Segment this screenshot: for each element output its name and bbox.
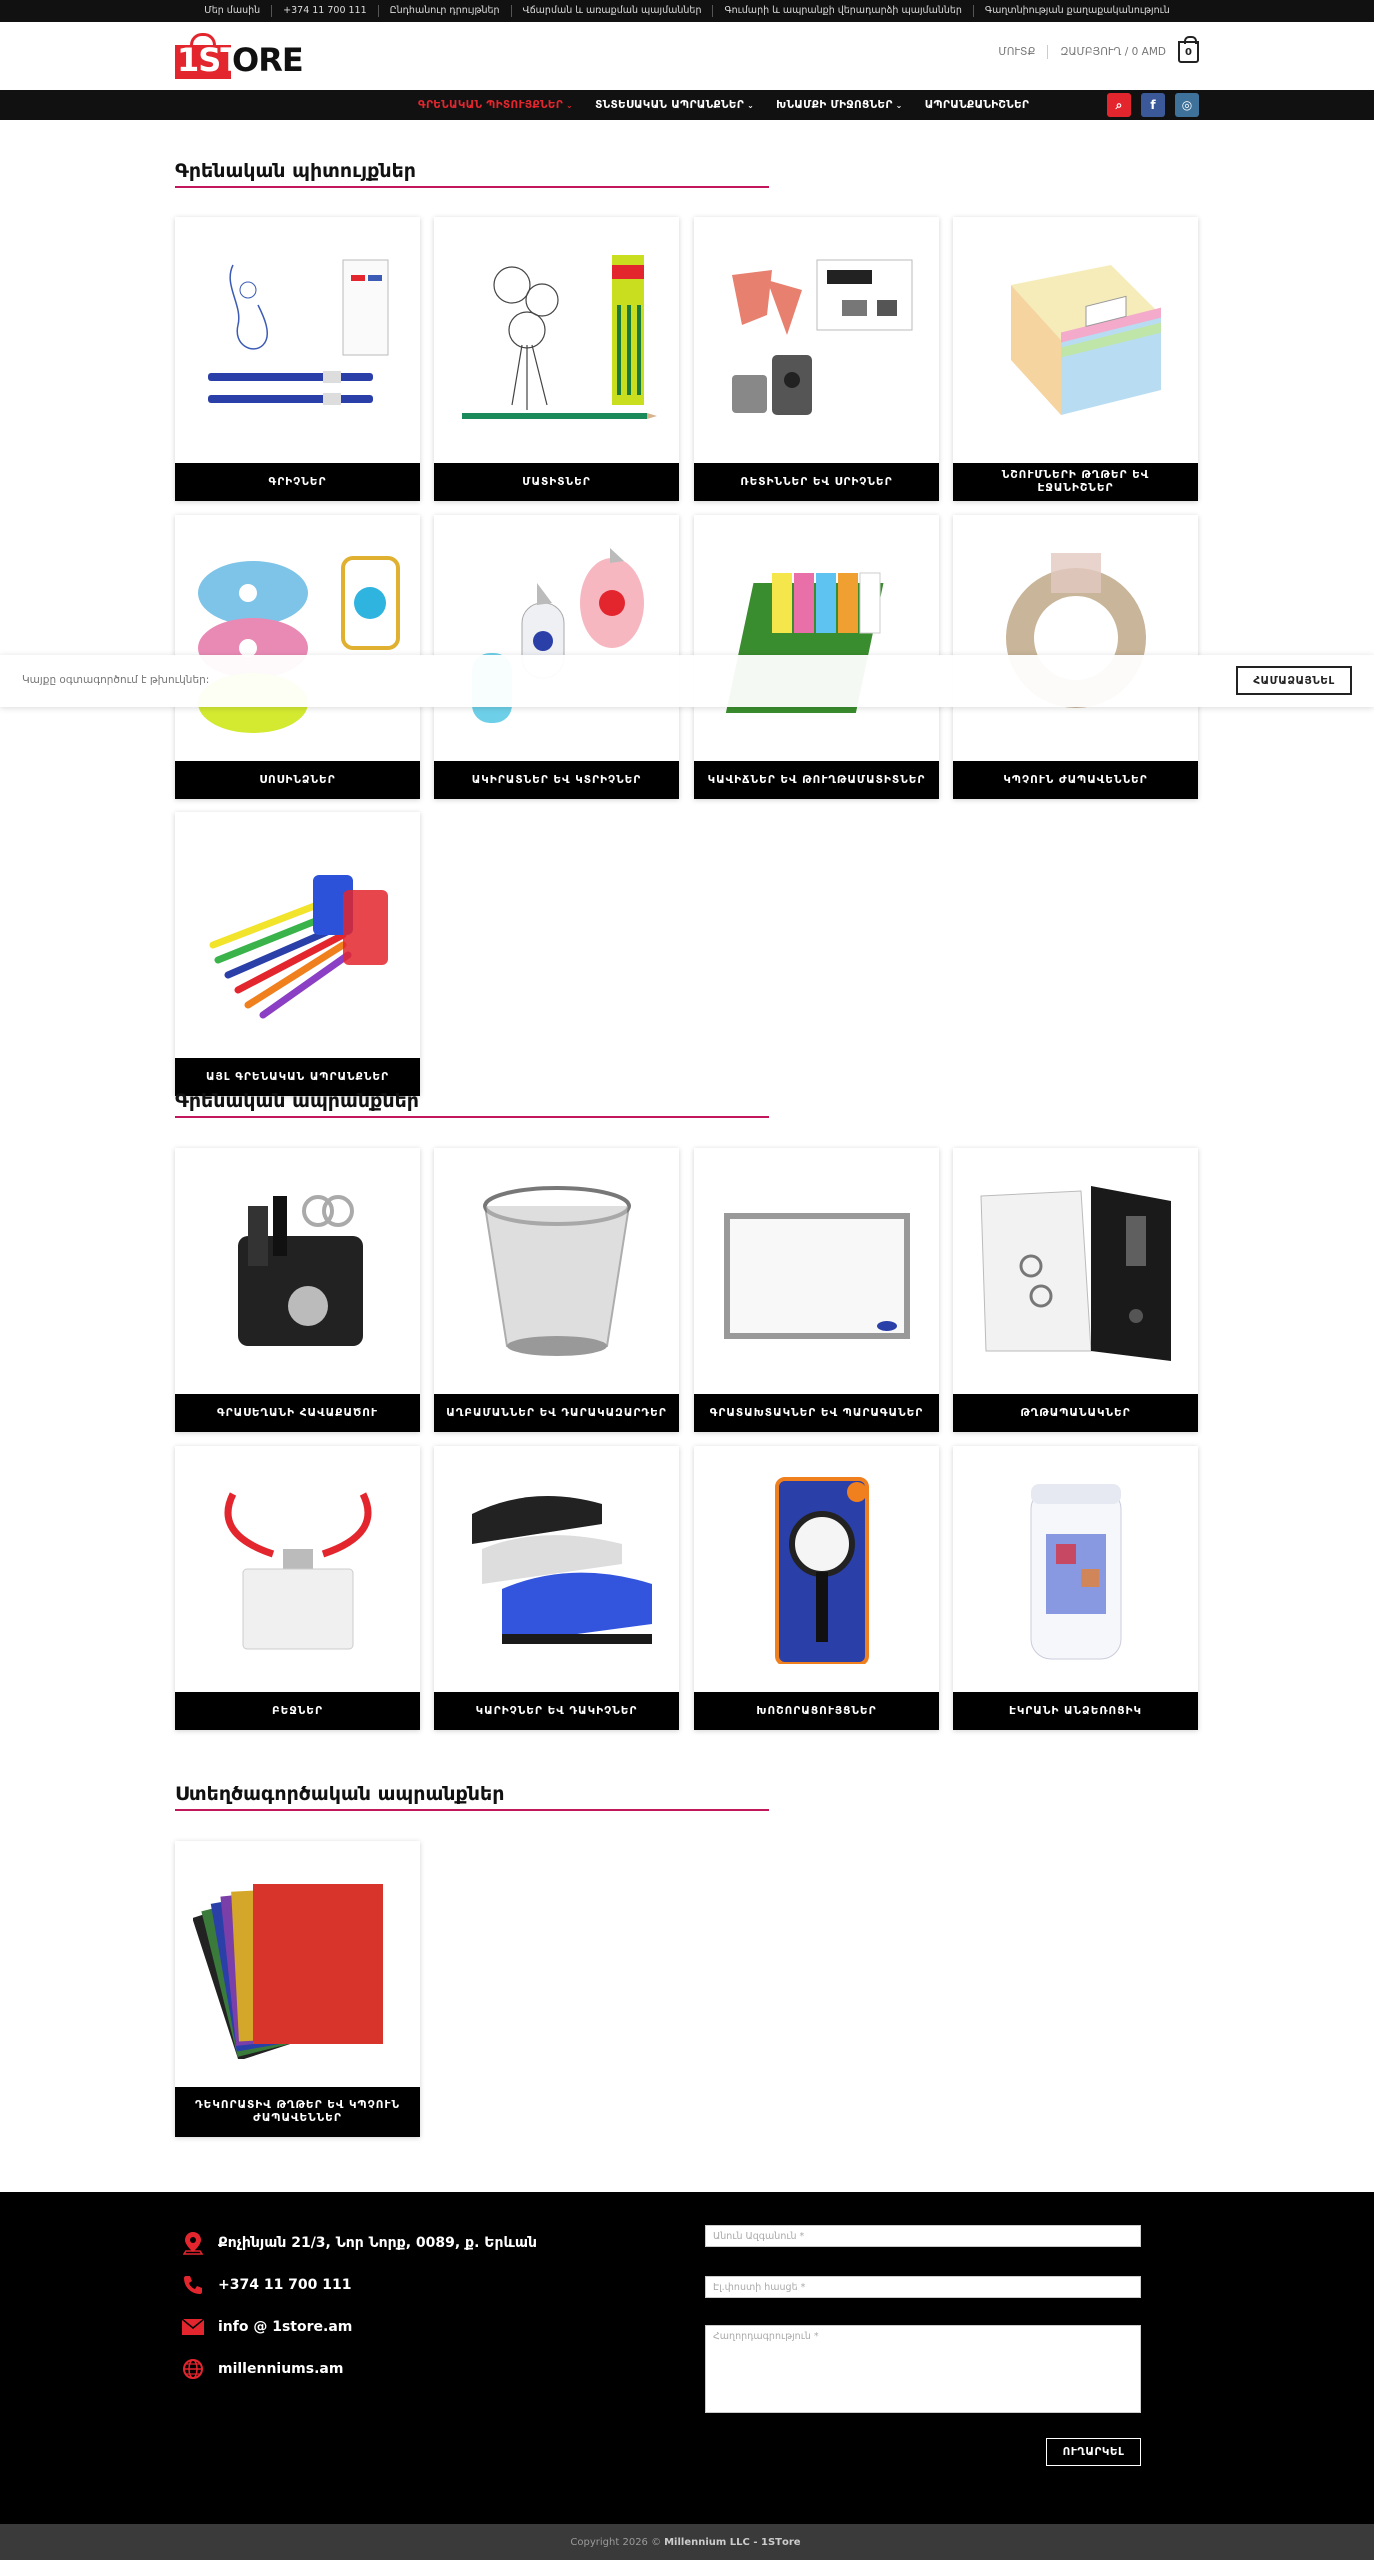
chevron-down-icon: ⌄	[747, 101, 755, 110]
facebook-icon[interactable]: f	[1141, 93, 1165, 117]
section-underline	[175, 186, 769, 188]
category-card-stapler[interactable]	[434, 1446, 679, 1730]
cart-bag-icon[interactable]	[1178, 41, 1199, 63]
contact-website-text[interactable]: millenniums.am	[218, 2361, 344, 2377]
category-card-label: ԷԿՐԱՆԻ ԱՆՁԵՌՈՑԻԿ	[953, 1692, 1198, 1730]
category-card-label: ԱՂԲԱՄԱՆՆԵՐ ԵՎ ԴԱՐԱԿԱԶԱՐԴԵՐ	[434, 1394, 679, 1432]
pencils-icon	[434, 217, 679, 463]
mail-icon	[182, 2316, 204, 2338]
section-title: Գրենական ապրանքներ	[175, 1090, 419, 1112]
topbar-link-delivery[interactable]: Վճարման և առաքման պայմաններ	[512, 5, 714, 17]
category-card-magnifier[interactable]	[694, 1446, 939, 1730]
category-card-markers[interactable]	[175, 812, 420, 1096]
chalk-icon	[694, 515, 939, 761]
topbar-link-returns[interactable]: Գումարի և ապրանքի վերադարձի պայմաններ	[713, 5, 973, 17]
header-account-area	[998, 41, 1199, 63]
category-card-pens[interactable]	[175, 217, 420, 501]
category-card-whiteboard[interactable]	[694, 1148, 939, 1432]
contact-phone	[182, 2274, 352, 2296]
globe-icon	[182, 2358, 204, 2380]
contact-website	[182, 2358, 343, 2380]
top-bar	[0, 0, 1374, 22]
send-button[interactable]: ՈՒՂԱՐԿԵԼ	[1046, 2438, 1141, 2466]
screen-wipes-icon	[953, 1446, 1198, 1692]
trash-bin-icon	[434, 1148, 679, 1394]
badge-icon	[175, 1446, 420, 1692]
category-card-screen-wipes[interactable]	[953, 1446, 1198, 1730]
logo-text-1st: 1ST	[177, 41, 242, 79]
cart-count: 0	[1185, 46, 1192, 58]
category-card-trash-bin[interactable]	[434, 1148, 679, 1432]
section-underline	[175, 1116, 769, 1118]
location-icon	[182, 2232, 204, 2254]
category-card-label: ԿՊՉՈՒՆ ԺԱՊԱՎԵՆՆԵՐ	[953, 761, 1198, 799]
category-card-label: ԳՐԱՏԱԽՏԱԿՆԵՐ ԵՎ ՊԱՐԱԳԱՆԵՐ	[694, 1394, 939, 1432]
category-card-desk-organizer[interactable]	[175, 1148, 420, 1432]
logo-text-ore: ORE	[232, 41, 303, 79]
nav-item-label: ԳՐԵՆԱԿԱՆ ՊԻՏՈՒՅՔՆԵՐ	[418, 99, 564, 111]
chevron-down-icon: ⌄	[566, 101, 574, 110]
nav-item-0[interactable]	[418, 99, 573, 111]
category-card-label: ԳՐԱՍԵՂԱՆԻ ՀԱՎԱՔԱԾՈՒ	[175, 1394, 420, 1432]
topbar-link-privacy[interactable]: Գաղտնիության քաղաքականություն	[984, 5, 1170, 16]
category-card-binder[interactable]	[953, 1148, 1198, 1432]
category-card-label: ՆՇՈՒՄՆԵՐԻ ԹՂԹԵՐ ԵՎ ԷՋԱՆԻՇՆԵՐ	[953, 463, 1198, 501]
category-card-label: ԱՅԼ ԳՐԵՆԱԿԱՆ ԱՊՐԱՆՔՆԵՐ	[175, 1058, 420, 1096]
tape-icon	[953, 515, 1198, 761]
topbar-link-terms[interactable]: Ընդհանուր դրույթներ	[379, 5, 512, 17]
category-card-label: ԴԵԿՈՐԱՏԻՎ ԹՂԹԵՐ ԵՎ ԿՊՉՈՒՆ ԺԱՊԱՎԵՆՆԵՐ	[175, 2087, 420, 2137]
nav-social-icons	[1107, 93, 1199, 117]
decorative-paper-icon	[175, 1841, 420, 2087]
main-nav	[0, 90, 1374, 120]
nav-item-3[interactable]	[925, 99, 1030, 111]
correction-tape-icon	[175, 515, 420, 761]
topbar-link-phone[interactable]: +374 11 700 111	[272, 5, 379, 17]
category-card-badge[interactable]	[175, 1446, 420, 1730]
category-card-label: ԹՂԹԱՊԱՆԱԿՆԵՐ	[953, 1394, 1198, 1432]
section-title: Գրենական պիտույքներ	[175, 160, 417, 182]
contact-phone-text[interactable]: +374 11 700 111	[218, 2277, 352, 2293]
site-header	[0, 22, 1374, 90]
category-card-sticky-notes[interactable]	[953, 217, 1198, 501]
nav-item-1[interactable]	[595, 99, 754, 111]
category-card-decorative-paper[interactable]	[175, 1841, 420, 2137]
header-divider	[1047, 45, 1048, 59]
category-card-label: ԽՈՇՈՐԱՑՈՒՅՑՆԵՐ	[694, 1692, 939, 1730]
whiteboard-icon	[694, 1148, 939, 1394]
magnifier-icon	[694, 1446, 939, 1692]
desk-organizer-icon	[175, 1148, 420, 1394]
site-logo[interactable]	[175, 31, 305, 81]
section-underline	[175, 1809, 769, 1811]
category-card-erasers[interactable]	[694, 217, 939, 501]
category-card-label: ՌԵՏԻՆՆԵՐ ԵՎ ՍՐԻՉՆԵՐ	[694, 463, 939, 501]
binder-icon	[953, 1148, 1198, 1394]
nav-item-label: ՏՆՏԵՍԱԿԱՆ ԱՊՐԱՆՔՆԵՐ	[595, 99, 745, 111]
markers-icon	[175, 812, 420, 1058]
cookie-message: Կայքը օգտագործում է թխուկներ:	[22, 674, 210, 686]
phone-icon	[182, 2274, 204, 2296]
category-card-label: ՄԱՏԻՏՆԵՐ	[434, 463, 679, 501]
category-card-label: ԱԿԻՐԱՏՆԵՐ ԵՎ ԿՏՐԻՉՆԵՐ	[434, 761, 679, 799]
contact-email-text[interactable]: info @ 1store.am	[218, 2319, 353, 2335]
category-card-label: ԲԵՋՆԵՐ	[175, 1692, 420, 1730]
chevron-down-icon: ⌄	[895, 101, 903, 110]
topbar-link-about[interactable]: Մեր մասին	[193, 5, 272, 17]
cookie-banner	[0, 655, 1374, 707]
cart-link[interactable]: ԶԱՄԲՅՈՒՂ / 0 AMD	[1060, 46, 1166, 58]
category-card-label: ՍՈՍԻՆՁՆԵՐ	[175, 761, 420, 799]
sticky-notes-icon	[953, 217, 1198, 463]
pens-icon	[175, 217, 420, 463]
category-card-pencils[interactable]	[434, 217, 679, 501]
nav-menu	[418, 90, 1029, 120]
name-field[interactable]: Անուն Ազգանուն *	[705, 2225, 1141, 2247]
contact-address	[182, 2232, 537, 2254]
login-link[interactable]: ՄՈՒՏՔ	[998, 46, 1036, 58]
nav-item-label: ԽՆԱՄՔԻ ՄԻՋՈՑՆԵՐ	[776, 99, 893, 111]
copyright-owner: Millennium LLC - 1SТore	[664, 2536, 801, 2548]
cookie-accept-button[interactable]: ՀԱՄԱՁԱՅՆԵԼ	[1236, 666, 1352, 695]
message-field[interactable]: Հաղորդագրություն *	[705, 2325, 1141, 2413]
instagram-icon[interactable]: ◎	[1175, 93, 1199, 117]
copyright-prefix: Copyright 2026 ©	[570, 2536, 662, 2548]
nav-item-2[interactable]	[776, 99, 903, 111]
cutters-icon	[434, 515, 679, 761]
copyright-bar	[0, 2524, 1374, 2560]
nav-item-label: ԱՊՐԱՆՔԱՆԻՇՆԵՐ	[924, 99, 1030, 111]
section-title: Ստեղծագործական ապրանքներ	[175, 1783, 505, 1805]
contact-email	[182, 2316, 352, 2338]
category-card-label: ԿԱՐԻՉՆԵՐ ԵՎ ԴԱԿԻՉՆԵՐ	[434, 1692, 679, 1730]
email-field[interactable]: Էլ.փոստի հասցե *	[705, 2276, 1141, 2298]
category-card-label: ԿԱՎԻՃՆԵՐ ԵՎ ԹՈՒՂԹԱՄԱՏԻՏՆԵՐ	[694, 761, 939, 799]
erasers-icon	[694, 217, 939, 463]
contact-address-text: Քոչինյան 21/3, Նոր Նորք, 0089, ք. Երևան	[218, 2235, 538, 2251]
category-card-label: ԳՐԻՉՆԵՐ	[175, 463, 420, 501]
stapler-icon	[434, 1446, 679, 1692]
search-icon[interactable]: ⌕	[1107, 93, 1131, 117]
